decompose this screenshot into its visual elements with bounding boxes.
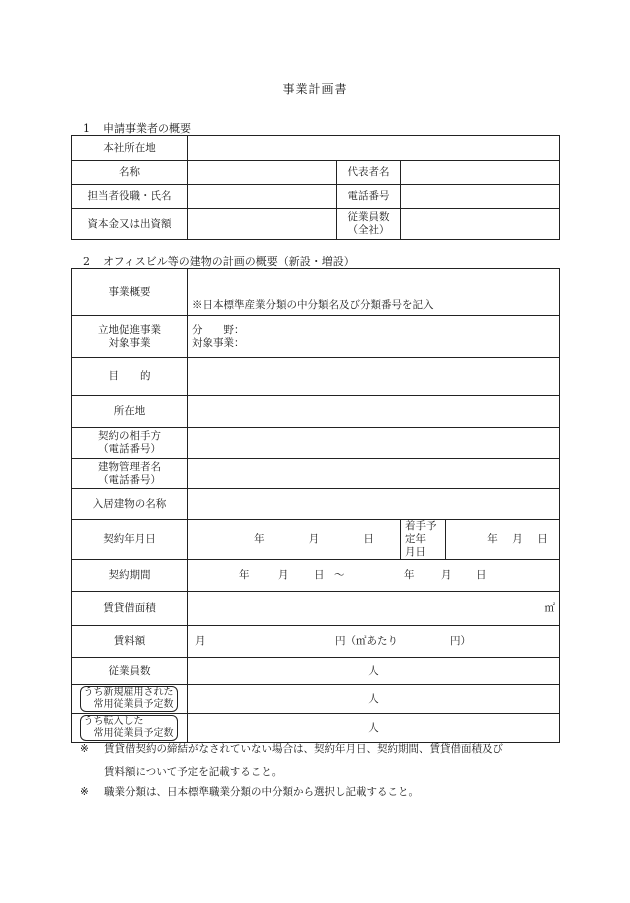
label-head-office: 本社所在地 [72,136,188,161]
phone-field[interactable] [401,185,560,209]
period-start-day: 日 [314,569,325,581]
period-end-day: 日 [476,569,487,581]
label-transfers [72,714,188,743]
contract-period-field[interactable] [188,560,560,592]
note1-line1: 賃貸借契約の締結がなされていない場合は、契約年月日、契約期間、賃貸借面積及び [104,743,503,755]
note2 [80,784,419,799]
contract-month-unit: 月 [308,533,320,545]
new-hires-bracket [80,686,178,712]
label-company-name: 名称 [72,161,188,185]
transfers-bracket [80,715,178,741]
label-contract-date: 契約年月日 [72,520,188,560]
transfers-line2: 常用従業員予定数 [93,728,174,739]
start-month-unit: 月 [512,533,523,545]
location-promotion-line2: 対象事業 [108,336,151,349]
start-day-unit: 日 [537,533,548,545]
rent-field[interactable] [188,626,560,658]
note2-text: 職業分類は、日本標準職業分類の中分類から選択し記載すること。 [104,786,419,798]
label-start-date [401,520,446,560]
field-sector-label: 分 野： [192,323,245,336]
label-location-promotion [72,316,188,358]
new-hires-line1: うち新規雇用された [83,687,174,698]
transfers-field[interactable] [188,714,560,743]
contract-date-field[interactable] [188,520,401,560]
target-business-label: 対象事業： [192,336,245,349]
period-end-month: 月 [441,569,452,581]
counterparty-line1: 契約の相手方 [98,430,161,442]
employees-total-line1: 従業員数 [347,211,390,223]
contract-day-unit: 日 [363,533,374,545]
label-building-name: 入居建物の名称 [72,489,188,520]
document-title: 事業計画書 [282,82,348,96]
rent-units [192,635,555,648]
label-business-overview: 事業概要 [72,269,188,316]
new-hires-line2: 常用従業員予定数 [93,699,174,710]
section1-heading [83,120,191,136]
location-promotion-field[interactable] [188,316,560,358]
start-date-field[interactable] [446,520,560,560]
employees-total-line2: （全社） [347,224,390,236]
contract-date-units [192,533,396,546]
business-overview-note: ※日本標準産業分類の中分類名及び分類番号を記入 [192,299,434,311]
rent-month-label: 月 [195,635,206,647]
note2-mark: ※ [80,786,89,798]
label-building-manager [72,459,188,489]
period-start-year: 年 [239,569,250,581]
start-date-line2: 月日 [405,546,426,558]
section2-heading [83,253,355,269]
rent-yen-close: 円） [450,635,471,647]
start-date-units [450,533,555,546]
section2-number: 2 [83,255,90,268]
label-lease-area: 賃貸借面積 [72,592,188,626]
counterparty-line2: （電話番号） [98,443,161,455]
label-counterparty [72,428,188,459]
section2-title: オフィスビル等の建物の計画の概要（新設・増設） [103,255,355,268]
capital-field[interactable] [188,209,337,240]
contact-person-field[interactable] [188,185,337,209]
label-employees: 従業員数 [72,658,188,685]
label-employees-total [337,209,401,240]
lease-area-unit: ㎡ [544,602,556,614]
start-year-unit: 年 [487,533,498,545]
note1-line2: 賃料額について予定を記載すること。 [104,766,283,778]
period-start-month: 月 [278,569,289,581]
label-contract-period: 契約期間 [72,560,188,592]
label-capital: 資本金又は出資額 [72,209,188,240]
start-date-line1: 着手予定年 [405,520,437,545]
period-tilde: ～ [334,569,345,581]
purpose-field[interactable] [188,358,560,396]
label-purpose: 目 的 [72,358,188,396]
note1 [80,741,503,779]
label-rent: 賃料額 [72,626,188,658]
label-contact-person: 担当者役職・氏名 [72,185,188,209]
building-name-field[interactable] [188,489,560,520]
counterparty-field[interactable] [188,428,560,459]
label-building-location: 所在地 [72,396,188,428]
contract-period-units [192,569,555,582]
company-name-field[interactable] [188,161,337,185]
building-manager-line1: 建物管理者名 [98,460,161,473]
transfers-line1: うち転入した [83,716,144,727]
building-location-field[interactable] [188,396,560,428]
transfers-unit: 人 [368,721,379,734]
location-promotion-line1: 立地促進事業 [98,323,161,336]
lease-area-field[interactable] [188,592,560,626]
building-manager-line2: （電話番号） [98,473,161,486]
period-end-year: 年 [404,569,415,581]
section1-number: 1 [83,122,90,135]
business-overview-field[interactable] [188,269,560,316]
label-representative: 代表者名 [337,161,401,185]
contract-year-unit: 年 [254,533,265,545]
head-office-field[interactable] [188,136,560,161]
employees-total-field[interactable] [401,209,560,240]
employees-field[interactable] [188,658,560,685]
employees-unit: 人 [368,664,379,677]
note1-mark: ※ [80,743,89,755]
label-new-hires [72,685,188,714]
label-phone: 電話番号 [337,185,401,209]
new-hires-field[interactable] [188,685,560,714]
rent-per-sqm-label: 円（㎡あたり [335,635,398,647]
new-hires-unit: 人 [368,692,379,705]
applicant-table [71,135,560,240]
building-plan-table [71,268,560,743]
building-manager-field[interactable] [188,459,560,489]
section1-title: 申請事業者の概要 [103,122,191,135]
representative-field[interactable] [401,161,560,185]
